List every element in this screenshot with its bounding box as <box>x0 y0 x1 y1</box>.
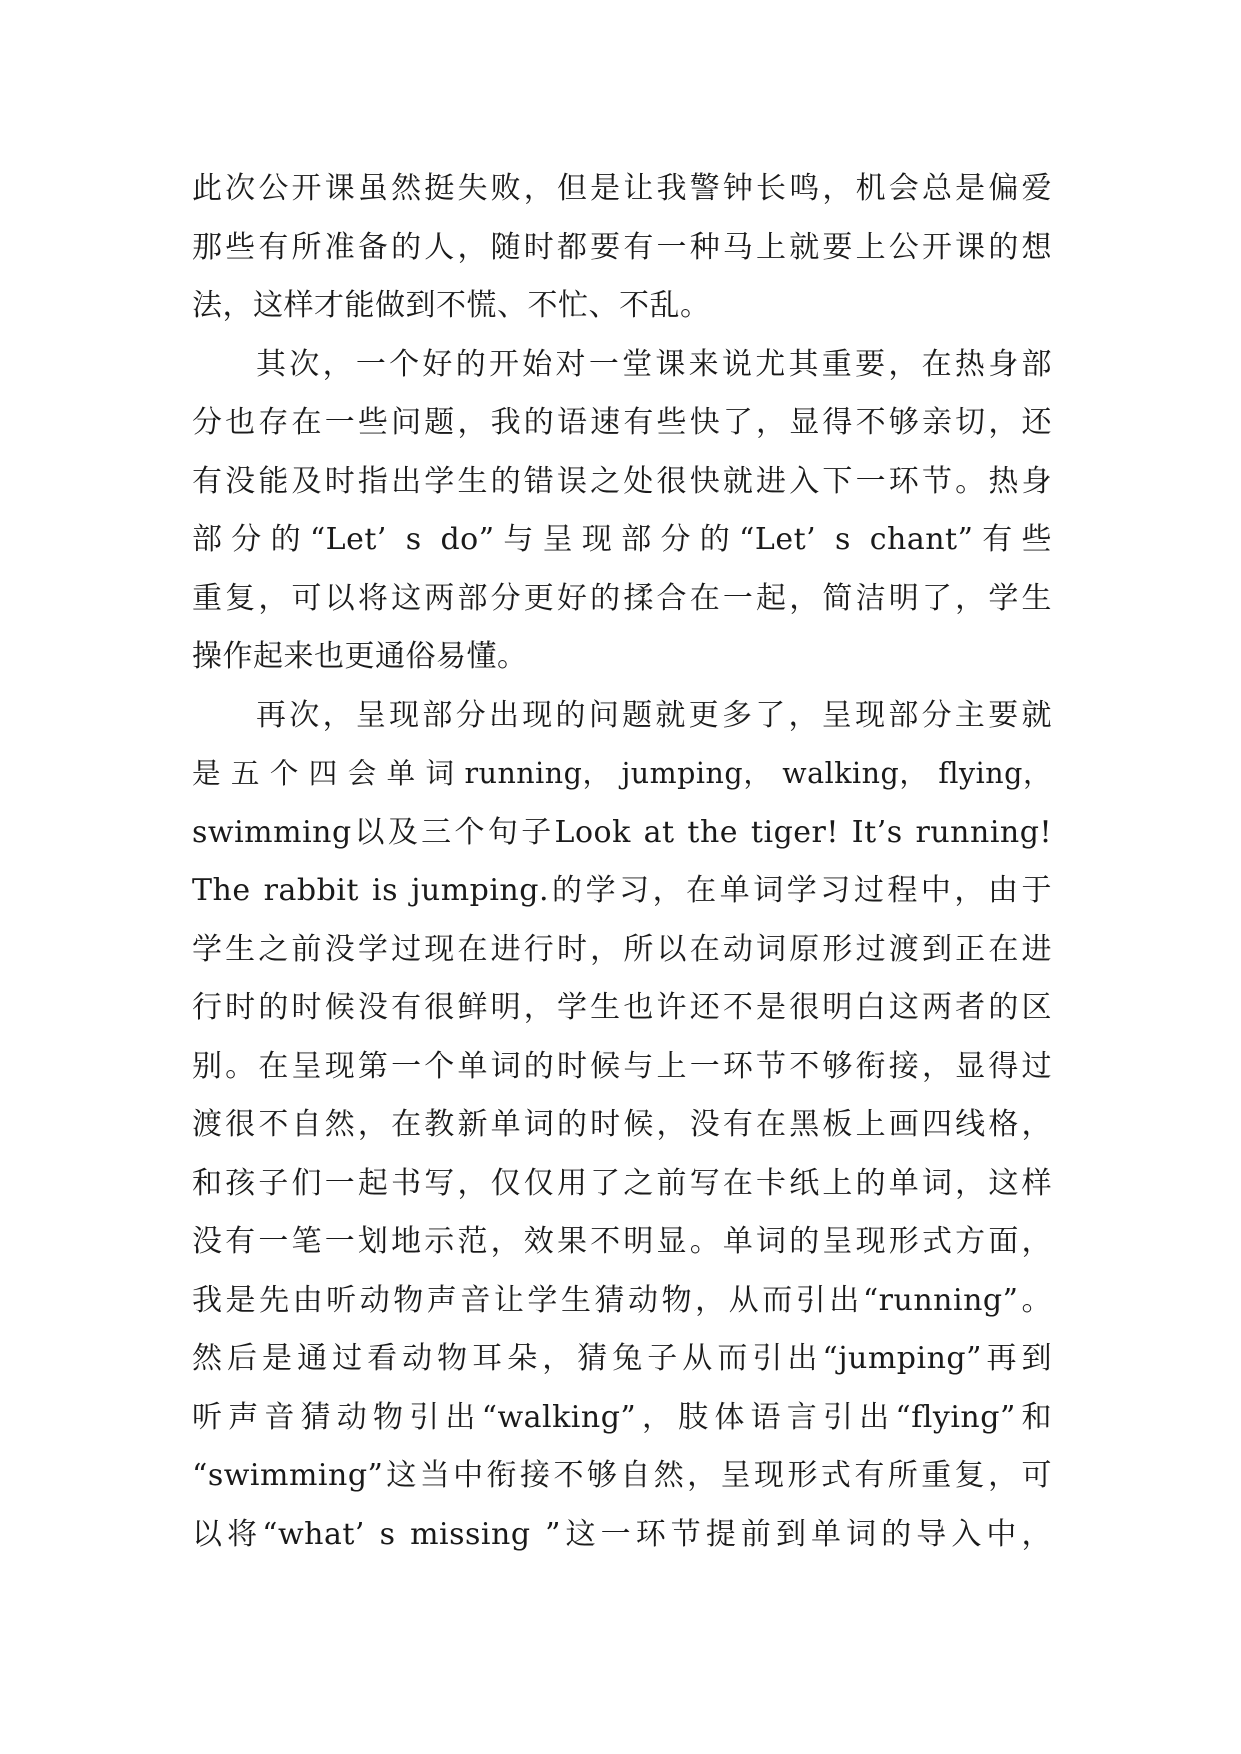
text-line: 学生之前没学过现在进行时，所以在动词原形过渡到正在进 <box>192 931 1052 967</box>
text-line: 渡很不自然，在教新单词的时候，没有在黑板上画四线格， <box>192 1107 1052 1142</box>
text-line: 其次，一个好的开始对一堂课来说尤其重要，在热身部 <box>256 346 1052 382</box>
text-line: 有没能及时指出学生的错误之处很快就进入下一环节。热身 <box>192 463 1052 499</box>
text-line: 是 五 个 四 会 单 词 running， jumping， walking， flying， <box>192 757 1052 790</box>
text-line: 分也存在一些问题，我的语速有些快了，显得不够亲切，还 <box>192 405 1052 440</box>
text-line: 再次，呈现部分出现的问题就更多了，呈现部分主要就 <box>256 697 1052 733</box>
text-line: 别。在呈现第一个单词的时候与上一环节不够衔接，显得过 <box>192 1048 1052 1084</box>
text-line: 以将“what’ s missing ”这一环节提前到单词的导入中， <box>192 1516 1052 1552</box>
text-line: 行时的时候没有很鲜明，学生也许还不是很明白这两者的区 <box>192 990 1052 1025</box>
text-line: swimming以及三个句子Look at the tiger! It’s running! <box>192 814 1052 850</box>
text-line: 听声音猜动物引出“walking”，肢体语言引出“flying”和 <box>192 1399 1052 1435</box>
text-line: 此次公开课虽然挺失败，但是让我警钟长鸣，机会总是偏爱 <box>192 171 1052 206</box>
text-line: 重复，可以将这两部分更好的揉合在一起，简洁明了，学生 <box>192 580 1052 616</box>
text-line: “swimming”这当中衔接不够自然，呈现形式有所重复，可 <box>192 1458 1052 1493</box>
text-line: 法，这样才能做到不慌、不忙、不乱。 <box>192 288 711 323</box>
text-line: 那些有所准备的人，随时都要有一种马上就要上公开课的想 <box>192 229 1052 265</box>
text-line: 然后是通过看动物耳朵，猜兔子从而引出“jumping”再到 <box>192 1341 1052 1376</box>
text-line: 没有一笔一划地示范，效果不明显。单词的呈现形式方面， <box>192 1224 1052 1259</box>
text-line: 操作起来也更通俗易懂。 <box>192 639 528 674</box>
text-line: The rabbit is jumping.的学习，在单词学习过程中，由于 <box>192 873 1052 908</box>
text-line: 和孩子们一起书写，仅仅用了之前写在卡纸上的单词，这样 <box>192 1165 1052 1201</box>
body-text <box>192 160 1052 1564</box>
text-line: 部分的“Let’ s do”与呈现部分的“Let’ s chant”有些 <box>192 522 1052 557</box>
text-line: 我是先由听动物声音让学生猜动物，从而引出“running”。 <box>192 1282 1052 1318</box>
